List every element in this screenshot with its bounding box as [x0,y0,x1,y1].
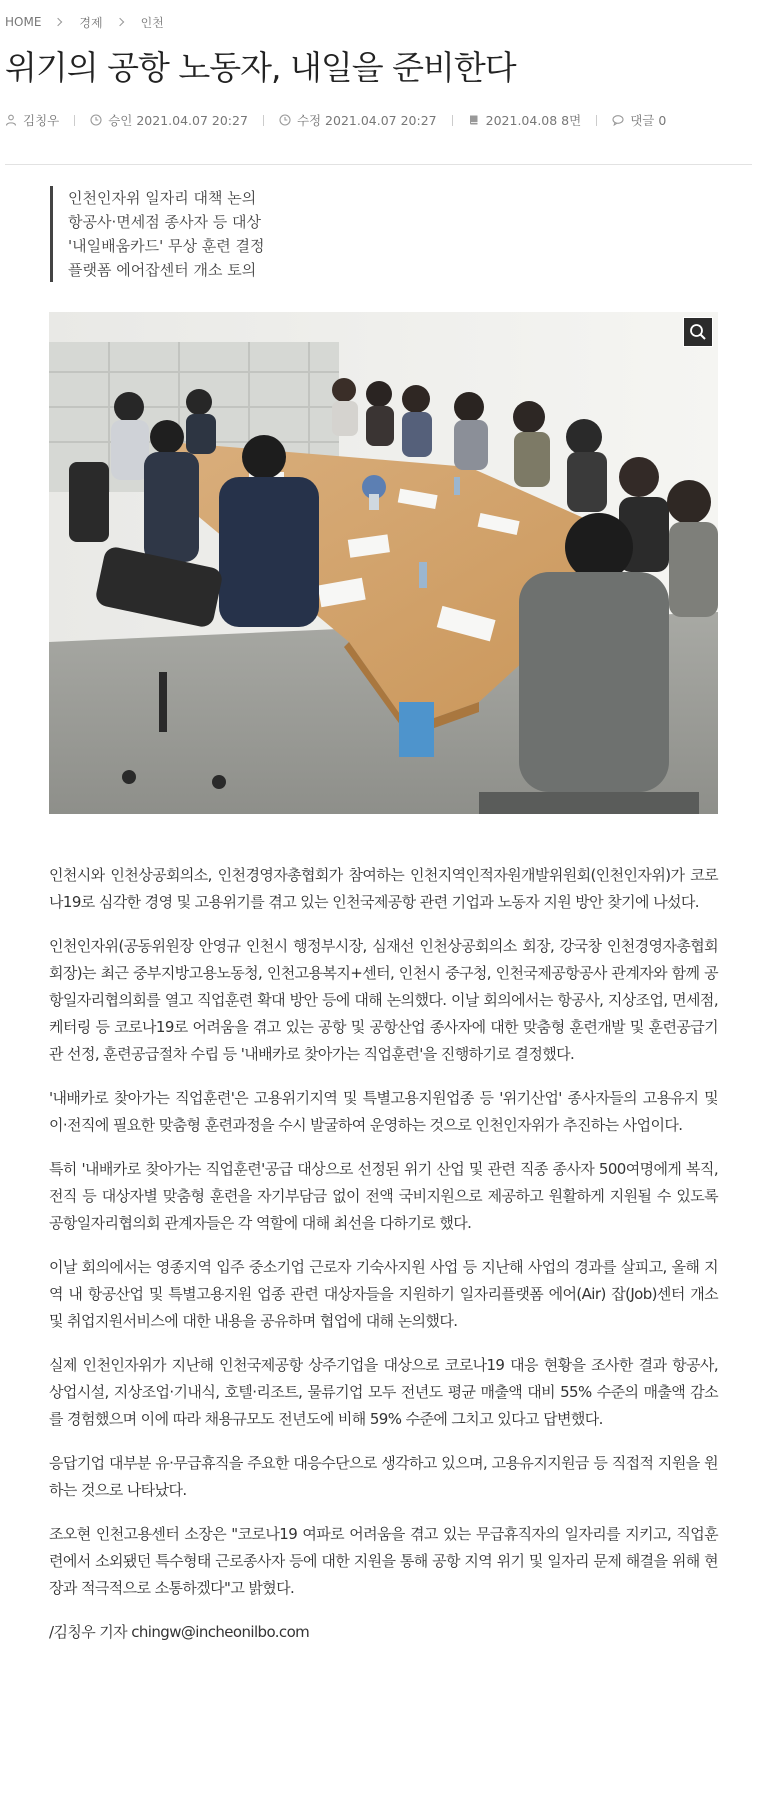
user-icon [5,114,17,126]
article-photo[interactable] [49,312,718,814]
meta-comments[interactable] [612,111,666,129]
meta-divider [263,115,264,126]
breadcrumb-subsection[interactable]: 인천 [140,15,164,30]
meta-divider [596,115,597,126]
breadcrumb [5,14,164,30]
article-meta [5,111,666,129]
meta-modified [279,111,437,129]
meta-approved [90,111,248,129]
subheading-line: 인천인자위 일자리 대책 논의 [68,189,257,207]
byline: /김칭우 기자 chingw@incheonilbo.com [49,1623,310,1641]
paragraph: 실제 인천인자위가 지난해 인천국제공항 상주기업을 대상으로 코로나19 대응 현황을 조사한 결과 항공사, 상업시설, 지상조업·기내식, 호텔·리조트, 물류기업 모두 전년도 평균 매출액 대비 55% 수준의 매출액 감소를 경험했으며 이에 따라 채용규모도 전년도에 비해 59% 수준에 그치고 있다고 답변했다. [49,1356,718,1428]
clock-icon [90,114,102,126]
meta-author [5,111,59,129]
article-body [49,862,718,1663]
meta-print [468,111,582,129]
paragraph: 인천인자위(공동위원장 안영규 인천시 행정부시장, 심재선 인천상공회의소 회장, 강국창 인천경영자총협회 회장)는 최근 중부지방고용노동청, 인천고용복지+센터, 인천시 중구청, 인천국제공항공사 관계자와 함께 공항일자리협의회를 열고 직업훈련 확대 방안 등에 대해 논의했다. 이날 회의에서는 항공사, 지상조업, 면세점, 케터링 등 코로나19로 어려움을 겪고 있는 공항 및 공항산업 종사자에 대한 맞춤형 훈련개발 및 훈련공급기관 선정, 훈련공급절차 수립 등 '내배카로 찾아가는 직업훈련'을 진행하기로 결정했다. [49,937,718,1063]
book-icon [468,114,480,126]
header-divider [5,164,752,165]
comment-icon [612,114,624,126]
paragraph: '내배카로 찾아가는 직업훈련'은 고용위기지역 및 특별고용지원업종 등 '위기산업' 종사자들의 고용유지 및 이·전직에 필요한 맞춤형 훈련과정을 수시 발굴하여 운영하는 것으로 인천인자위가 추진하는 사업이다. [49,1089,718,1134]
article-headline: 위기의 공항 노동자, 내일을 준비한다 [5,48,516,87]
subheading-line: 플랫폼 에어잡센터 개소 토의 [68,261,257,279]
article-subheadings [50,186,264,282]
subheading-line: '내일배움카드' 무상 훈련 결정 [68,237,265,255]
breadcrumb-section[interactable]: 경제 [79,15,103,30]
paragraph: 인천시와 인천상공회의소, 인천경영자총협회가 참여하는 인천지역인적자원개발위원회(인천인자위)가 코로나19로 심각한 경영 및 고용위기를 겪고 있는 인천국제공항 관련 기업과 노동자 지원 방안 찾기에 나섰다. [49,866,718,911]
meta-divider [74,115,75,126]
meeting-photo-illustration [49,312,718,814]
paragraph: 이날 회의에서는 영종지역 입주 중소기업 근로자 기숙사지원 사업 등 지난해 사업의 경과를 살피고, 올해 지역 내 항공산업 및 특별고용지원 업종 관련 대상자들을 지원하기 일자리플랫폼 에어(Air) 잡(Job)센터 개소 및 취업지원서비스에 대한 내용을 공유하며 협업에 대해 논의했다. [49,1258,718,1330]
paragraph: 조오현 인천고용센터 소장은 "코로나19 여파로 어려움을 겪고 있는 무급휴직자의 일자리를 지키고, 직업훈련에서 소외됐던 특수형태 근로종사자 등에 대한 지원을 통해 공항 지역 위기 및 일자리 문제 해결을 위해 현장과 적극적으로 소통하겠다"고 밝혔다. [49,1525,718,1597]
chevron-right-icon [115,18,123,26]
clock-icon [279,114,291,126]
magnifier-icon [689,323,707,341]
meta-comments-text: 댓글 0 [630,113,667,128]
chevron-right-icon [54,18,62,26]
meta-author-text: 김칭우 [23,113,60,128]
zoom-button[interactable] [683,317,713,347]
subheading-line: 항공사·면세점 종사자 등 대상 [68,213,261,231]
meta-modified-text: 수정 2021.04.07 20:27 [296,113,437,128]
meta-divider [452,115,453,126]
paragraph: 응답기업 대부분 유·무급휴직을 주요한 대응수단으로 생각하고 있으며, 고용유지지원금 등 직접적 지원을 원하는 것으로 나타났다. [49,1454,718,1499]
paragraph: 특히 '내배카로 찾아가는 직업훈련'공급 대상으로 선정된 위기 산업 및 관련 직종 종사자 500여명에게 복직, 전직 등 대상자별 맞춤형 훈련을 자기부담금 없이 전액 국비지원으로 제공하고 원활하게 지원될 수 있도록 공항일자리협의회 관계자들은 각 역할에 대해 최선을 다하기로 했다. [49,1160,718,1232]
breadcrumb-home[interactable]: HOME [5,15,42,29]
meta-print-text: 2021.04.08 8면 [485,113,582,128]
meta-approved-text: 승인 2021.04.07 20:27 [108,113,248,128]
